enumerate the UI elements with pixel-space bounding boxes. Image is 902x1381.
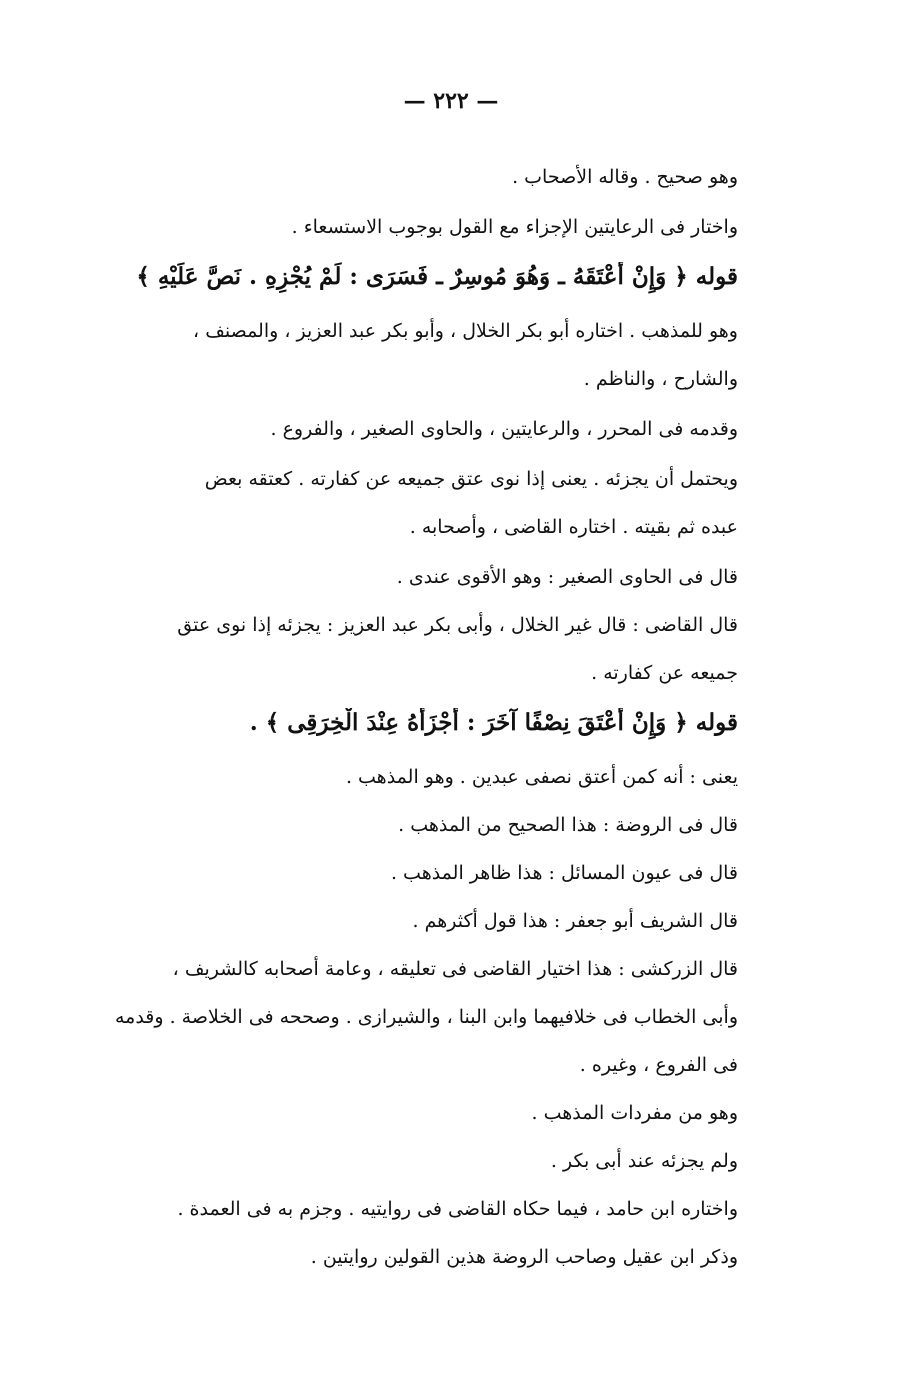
text-line: ويحتمل أن يجزئه . يعنى إذا نوى عتق جميعه عن كفارته . كعتقه بعض bbox=[204, 468, 738, 490]
text-line: ولم يجزئه عند أبى بكر . bbox=[550, 1150, 738, 1172]
text-line: وهو من مفردات المذهب . bbox=[531, 1102, 738, 1124]
text-line: وهو صحيح . وقاله الأصحاب . bbox=[512, 166, 738, 188]
text-line: وذكر ابن عقيل وصاحب الروضة هذين القولين روايتين . bbox=[310, 1246, 738, 1268]
text-line: قال فى عيون المسائل : هذا ظاهر المذهب . bbox=[390, 862, 738, 884]
text-line: جميعه عن كفارته . bbox=[591, 662, 738, 684]
text-line: وهو للمذهب . اختاره أبو بكر الخلال ، وأبو بكر عبد العزيز ، والمصنف ، bbox=[193, 320, 738, 342]
text-line: قال الزركشى : هذا اختيار القاضى فى تعليقه ، وعامة أصحابه كالشريف ، bbox=[172, 958, 738, 980]
page-number: — ٢٢٢ — bbox=[403, 88, 499, 114]
text-line: قال الشريف أبو جعفر : هذا قول أكثرهم . bbox=[412, 910, 738, 932]
text-line: وقدمه فى المحرر ، والرعايتين ، والحاوى الصغير ، والفروع . bbox=[270, 418, 738, 440]
text-line: وأبى الخطاب فى خلافيهما وابن البنا ، والشيرازى . وصححه فى الخلاصة . وقدمه bbox=[114, 1006, 738, 1028]
quoted-text: ﴿ وَإِنْ أَعْتَقَهُ ـ وَهُوَ مُوسِرٌ ـ فَسَرَى : لَمْ يُجْزِهِ . نَصَّ عَلَيْهِ ﴾ bbox=[136, 263, 688, 290]
verse-heading bbox=[96, 708, 738, 740]
text-line: واختار فى الرعايتين الإجزاء مع القول بوجوب الاستسعاء . bbox=[291, 216, 738, 238]
text-line: قال فى الروضة : هذا الصحيح من المذهب . bbox=[398, 814, 738, 836]
heading-label: قوله bbox=[687, 709, 738, 736]
text-line: قال القاضى : قال غير الخلال ، وأبى بكر عبد العزيز : يجزئه إذا نوى عتق bbox=[177, 614, 738, 636]
text-line: عبده ثم بقيته . اختاره القاضى ، وأصحابه . bbox=[409, 516, 738, 538]
heading-label: قوله bbox=[687, 263, 738, 290]
text-line: فى الفروع ، وغيره . bbox=[579, 1054, 738, 1076]
text-line: قال فى الحاوى الصغير : وهو الأقوى عندى . bbox=[396, 566, 738, 588]
text-line: واختاره ابن حامد ، فيما حكاه القاضى فى روايتيه . وجزم به فى العمدة . bbox=[177, 1198, 738, 1220]
quoted-text: ﴿ وَإِنْ أَعْتَقَ نِصْفًا آخَرَ : أَجْزَأَهُ عِنْدَ الْخِرَقِى ﴾ . bbox=[249, 709, 688, 736]
verse-heading bbox=[96, 262, 738, 294]
text-line: يعنى : أنه كمن أعتق نصفى عبدين . وهو المذهب . bbox=[345, 766, 738, 788]
text-line: والشارح ، والناظم . bbox=[583, 368, 738, 390]
